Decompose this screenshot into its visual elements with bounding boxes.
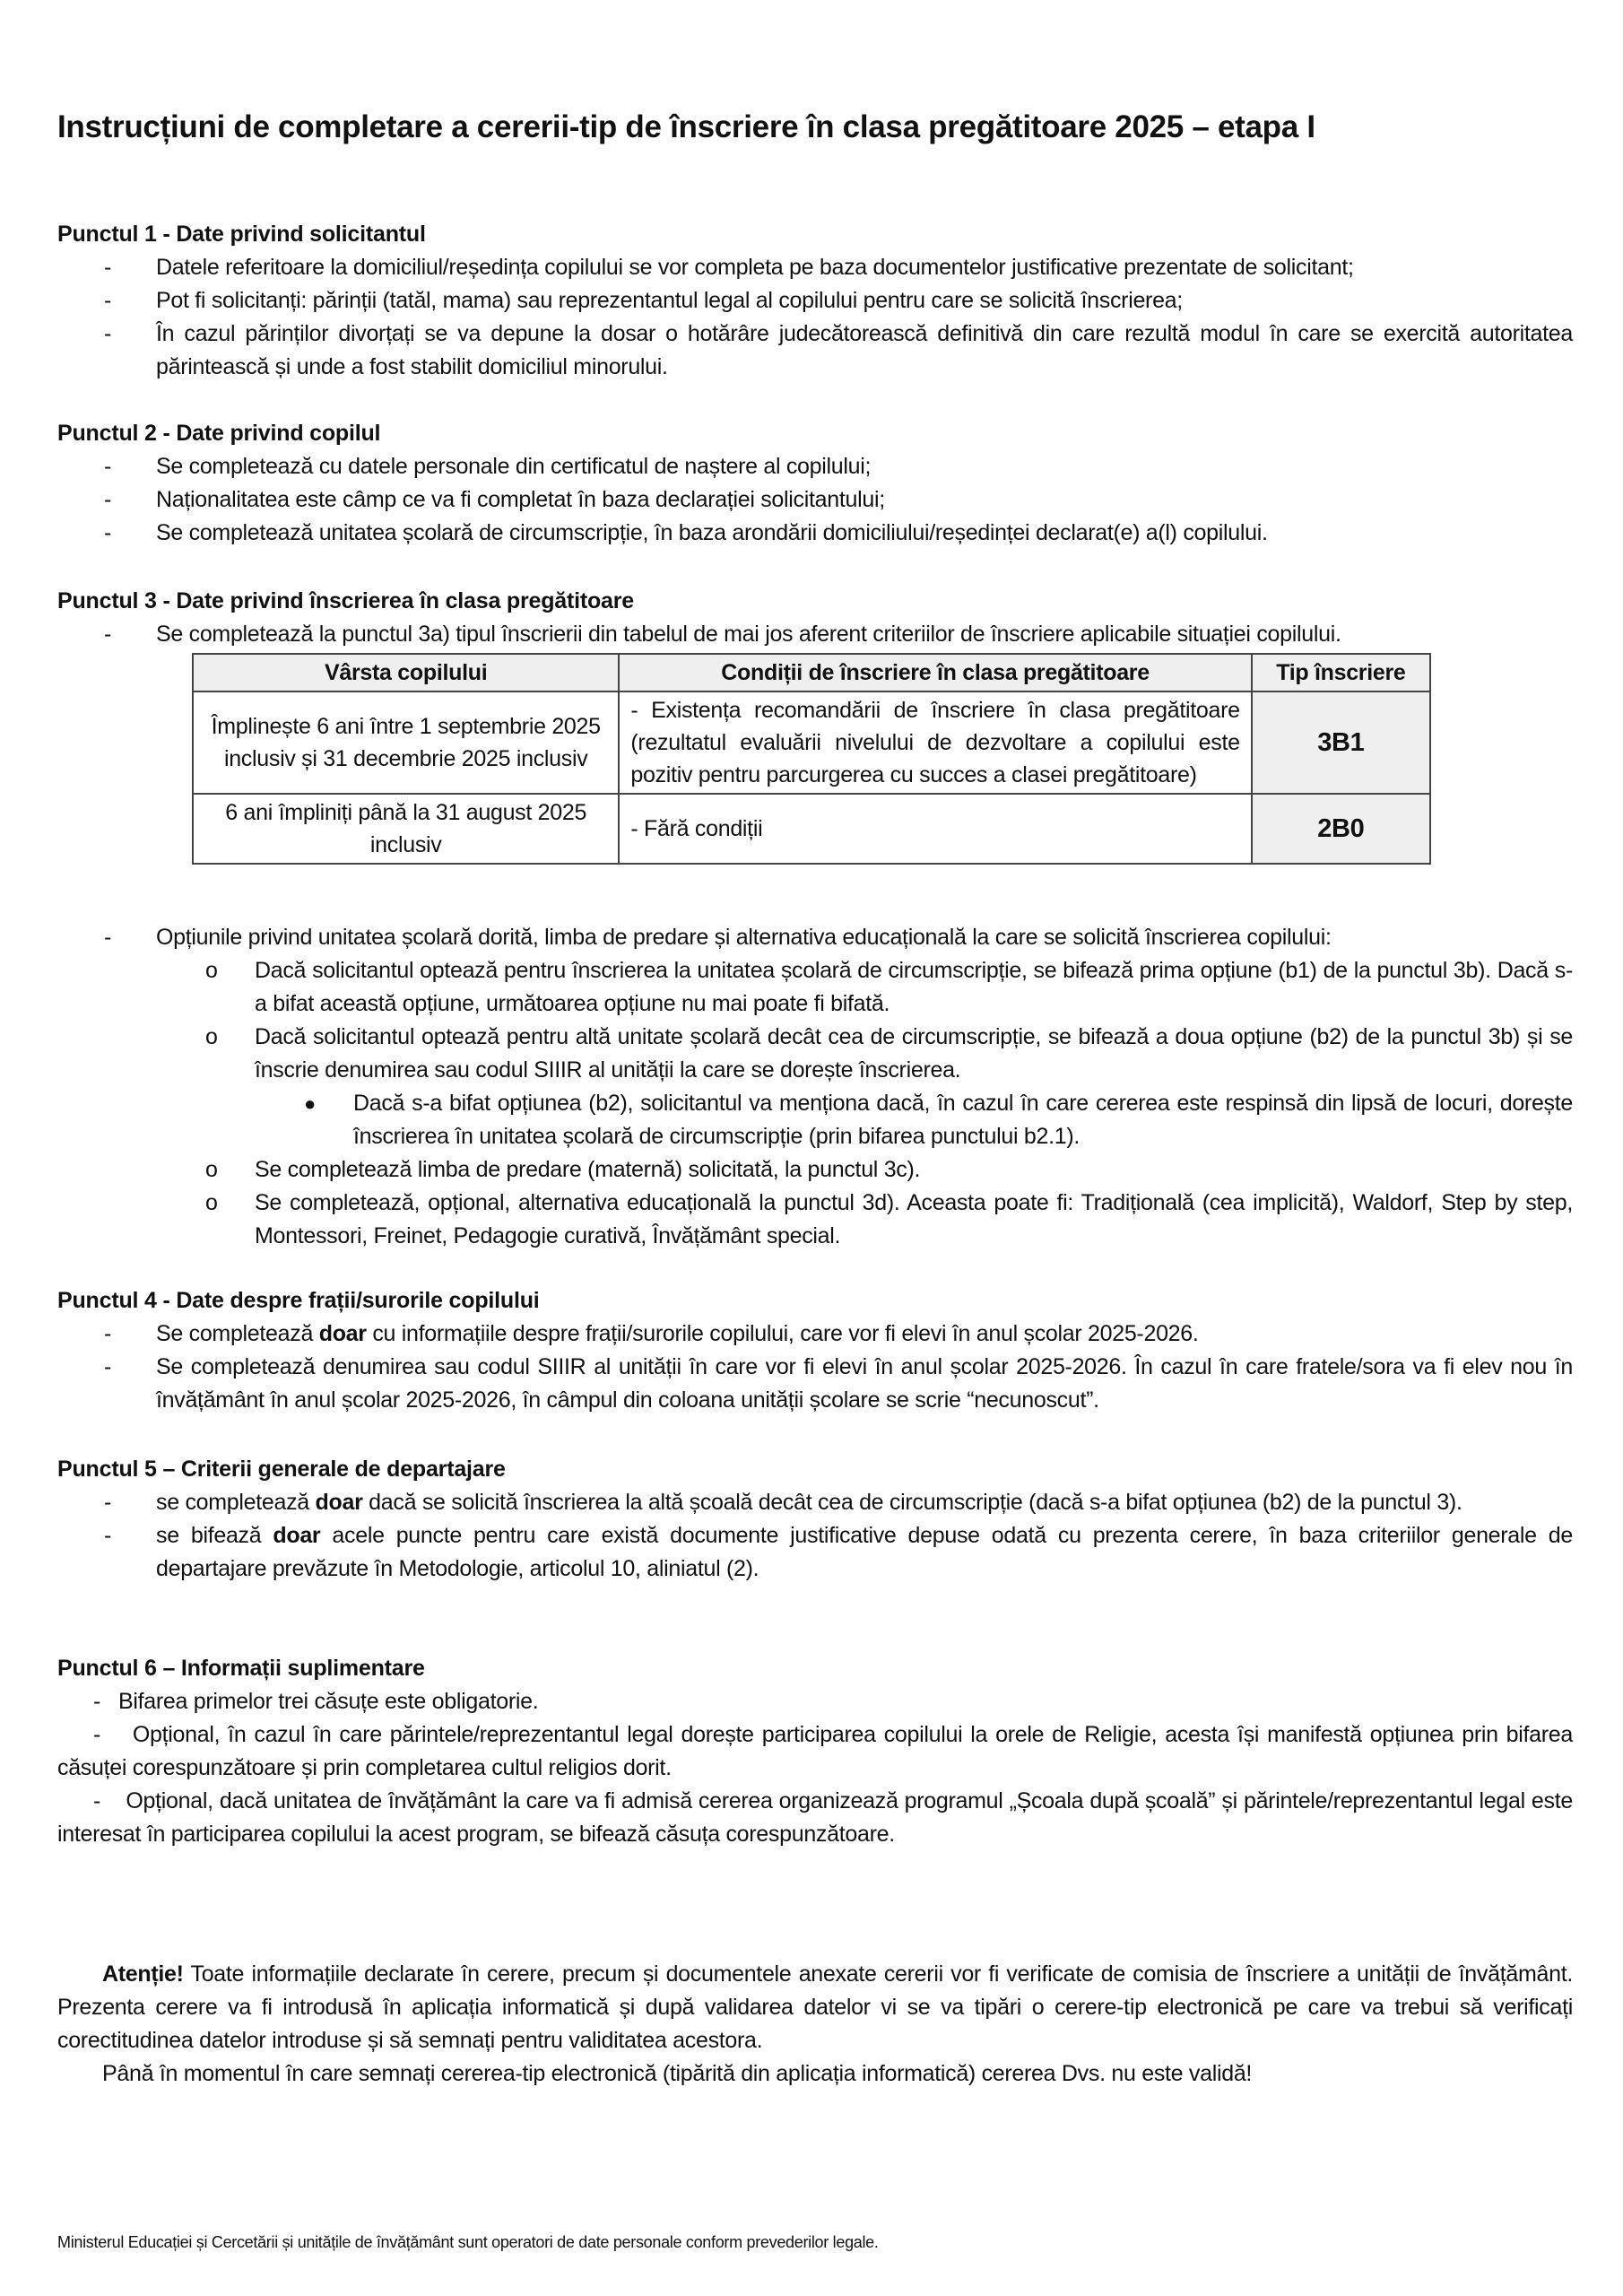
column-header-conditions: Condiții de înscriere în clasa pregătitoare	[619, 654, 1251, 691]
item-text: Se completează la punctul 3a) tipul înscrierii din tabelul de mai jos aferent criteriilor de înscriere aplicabile situației copilului.	[156, 622, 1341, 647]
item-text: Naționalitatea este câmp ce va fi completat în baza declarației solicitantului;	[156, 487, 885, 512]
circle-marker: o	[205, 958, 218, 983]
section-heading: Punctul 5 – Criterii generale de departajare	[57, 1457, 506, 1482]
dash-marker: -	[93, 1689, 101, 1714]
list-item	[57, 1351, 1573, 1417]
circle-marker: o	[205, 1157, 218, 1182]
dash-marker: -	[104, 487, 112, 512]
item-text: Se completează denumirea sau codul SIIIR al unității în care vor fi elevi în anul școlar 2025-2026. În cazul în care fratele/sora va fi elev nou în învățământ în anul școlar 2025-2026, în câmpul din coloana unității școlare se scrie “necunoscut”.	[156, 1354, 1573, 1413]
item-text: Pot fi solicitanți: părinții (tatăl, mama) sau reprezentantul legal al copilului pentru care se solicită înscrierea;	[156, 288, 1183, 313]
list-item	[57, 450, 1573, 483]
bullet-marker: ●	[304, 1092, 316, 1115]
dash-marker: -	[104, 454, 112, 479]
dash-marker: -	[104, 520, 112, 545]
section-heading: Punctul 6 – Informații suplimentare	[57, 1656, 425, 1681]
section-punct-5	[57, 1453, 1573, 1586]
circle-marker: o	[205, 1190, 218, 1215]
table-row	[193, 794, 1430, 864]
validity-warning: Până în momentul în care semnați cererea-tip electronică (tipărită din aplicația informatică) cererea Dvs. nu este validă!	[102, 2061, 1253, 2086]
dash-marker: -	[104, 1354, 112, 1379]
dash-marker: -	[104, 622, 112, 647]
sub-list-item	[57, 1153, 1573, 1187]
column-header-type: Tip înscriere	[1252, 654, 1430, 691]
list-item	[57, 517, 1573, 550]
section-punct-4	[57, 1284, 1573, 1417]
notice-text: Toate informațiile declarate în cerere, precum și documentele anexate cererii vor fi verificate de comisia de înscriere a unității de învățământ. Prezenta cerere va fi introdusă în aplicația informatică și după validarea datelor vi se va tipări o cerere-tip electronică pe care va trebui să verificați corectitudinea datelor introduse și să semnați pentru validitatea acestora.	[57, 1961, 1573, 2053]
table-header-row	[193, 654, 1430, 691]
dash-marker: -	[104, 321, 112, 346]
list-item	[57, 1785, 1573, 1851]
section-heading: Punctul 1 - Date privind solicitantul	[57, 222, 426, 247]
list-item	[57, 1318, 1573, 1351]
circle-marker: o	[205, 1024, 218, 1049]
dash-marker: -	[104, 1523, 112, 1548]
item-text: Opțiunile privind unitatea școlară dorită, limba de predare și alternativa educațională la care se solicită înscrierea copilului:	[156, 925, 1332, 950]
list-item	[57, 317, 1573, 384]
section-punct-6	[57, 1652, 1573, 1851]
dash-marker: -	[104, 288, 112, 313]
condition-cell: - Fără condiții	[619, 794, 1251, 864]
item-text: Se completează, opțional, alternativa educațională la punctul 3d). Aceasta poate fi: Tradițională (cea implicită), Waldorf, Step by step, Montessori, Freinet, Pedagogie curativă, Învățământ special.	[255, 1190, 1573, 1248]
list-item	[57, 1519, 1573, 1586]
section-punct-2	[57, 417, 1573, 550]
list-item	[57, 1685, 1573, 1718]
section-punct-3	[57, 585, 1573, 651]
dash-marker: -	[104, 1490, 112, 1515]
dash-marker: -	[104, 1321, 112, 1346]
dash-marker: -	[93, 1788, 101, 1813]
emphasis-text: doar	[315, 1490, 363, 1515]
list-item	[57, 1486, 1573, 1519]
list-item	[57, 618, 1573, 651]
section-punct-1	[57, 218, 1573, 384]
item-text: Se completează limba de predare (maternă) solicitată, la punctul 3c).	[255, 1157, 921, 1182]
item-text: Dacă s-a bifat opțiunea (b2), solicitantul va menționa dacă, în cazul în care cererea este respinsă din lipsă de locuri, dorește înscrierea în unitatea școlară de circumscripție (prin bifarea punctului b2.1).	[353, 1091, 1573, 1149]
footer-note: Ministerul Educației și Cercetării și unitățile de învățământ sunt operatori de date personale conform prevederilor legale.	[57, 2233, 879, 2251]
item-text: Se completează unitatea școlară de circumscripție, în baza arondării domiciliului/reședinței declarat(e) a(l) copilului.	[156, 520, 1268, 545]
sub-list-item	[57, 1021, 1573, 1087]
item-text: Opțional, în cazul în care părintele/reprezentantul legal dorește participarea copilului la orele de Religie, acesta își manifestă opțiunea prin bifarea căsuței corespunzătoare și prin completarea cultul religios dorit.	[57, 1722, 1573, 1780]
condition-cell: - Existența recomandării de înscriere în clasa pregătitoare (rezultatul evaluării nivelului de dezvoltare a copilului este pozitiv pentru parcurgerea cu succes a clasei pregătitoare)	[619, 691, 1251, 794]
list-item	[57, 251, 1573, 284]
item-text: acele puncte pentru care există documente justificative depuse odată cu prezenta cerere, în baza criteriilor generale de departajare prevăzute în Metodologie, articolul 10, aliniatul (2).	[156, 1523, 1573, 1581]
item-text: Opțional, dacă unitatea de învățământ la care va fi admisă cererea organizează programul „Școala după școală” și părintele/reprezentantul legal este interesat în participarea copilului la acest program, se bifează căsuța corespunzătoare.	[57, 1788, 1573, 1847]
emphasis-text: doar	[318, 1321, 367, 1346]
enrollment-criteria-table	[192, 653, 1431, 865]
item-text: Dacă solicitantul optează pentru înscrierea la unitatea școlară de circumscripție, se bifează prima opțiune (b1) de la punctul 3b). Dacă s-a bifat această opțiune, următoarea opțiune nu mai poate fi bifată.	[255, 958, 1573, 1016]
item-text: Se completează	[156, 1321, 319, 1346]
dash-marker: -	[104, 255, 112, 280]
section-heading: Punctul 4 - Date despre frații/surorile copilului	[57, 1288, 540, 1313]
sub-list-item	[57, 954, 1573, 1021]
item-text: se completează	[156, 1490, 316, 1515]
type-cell: 2B0	[1252, 794, 1430, 864]
dash-marker: -	[104, 925, 112, 950]
emphasis-text: doar	[273, 1523, 321, 1548]
list-item	[57, 483, 1573, 517]
column-header-age: Vârsta copilului	[193, 654, 619, 691]
notice-paragraph	[57, 1958, 1573, 2057]
list-item	[57, 921, 1573, 954]
item-text: Se completează cu datele personale din certificatul de naștere al copilului;	[156, 454, 872, 479]
item-text: Bifarea primelor trei căsuțe este obligatorie.	[117, 1689, 539, 1714]
section-heading: Punctul 3 - Date privind înscrierea în clasa pregătitoare	[57, 588, 634, 613]
attention-notice	[57, 1958, 1573, 2091]
page-title: Instrucțiuni de completare a cererii-tip de înscriere în clasa pregătitoare 2025 – etapa I	[57, 109, 1315, 144]
dash-marker: -	[93, 1722, 101, 1747]
section-punct-3-options	[57, 921, 1573, 1253]
age-cell: Împlinește 6 ani între 1 septembrie 2025 inclusiv și 31 decembrie 2025 inclusiv	[193, 691, 619, 794]
item-text: În cazul părinților divorțați se va depune la dosar o hotărâre judecătorească definitivă din care rezultă modul în care se exercită autoritatea părintească și unde a fost stabilit domiciliul minorului.	[156, 321, 1573, 379]
item-text: Datele referitoare la domiciliul/reședința copilului se vor completa pe baza documentelor justificative prezentate de solicitant;	[156, 255, 1354, 280]
item-text: se bifează	[156, 1523, 273, 1548]
item-text: Dacă solicitantul optează pentru altă unitate școlară decât cea de circumscripție, se bifează a doua opțiune (b2) de la punctul 3b) și se înscrie denumirea sau codul SIIIR al unității la care se dorește înscrierea.	[255, 1024, 1573, 1083]
table-row	[193, 691, 1430, 794]
age-cell: 6 ani împliniți până la 31 august 2025 inclusiv	[193, 794, 619, 864]
nested-list-item	[57, 1087, 1573, 1153]
item-text: dacă se solicită înscrierea la altă școală decât cea de circumscripție (dacă s-a bifat opțiunea (b2) de la punctul 3).	[362, 1490, 1462, 1515]
list-item	[57, 284, 1573, 317]
sub-list-item	[57, 1187, 1573, 1253]
list-item	[57, 1718, 1573, 1785]
type-cell: 3B1	[1252, 691, 1430, 794]
notice-label: Atenție!	[102, 1961, 184, 1987]
section-heading: Punctul 2 - Date privind copilul	[57, 421, 381, 446]
item-text: cu informațiile despre frații/surorile copilului, care vor fi elevi în anul școlar 2025-2026.	[366, 1321, 1199, 1346]
